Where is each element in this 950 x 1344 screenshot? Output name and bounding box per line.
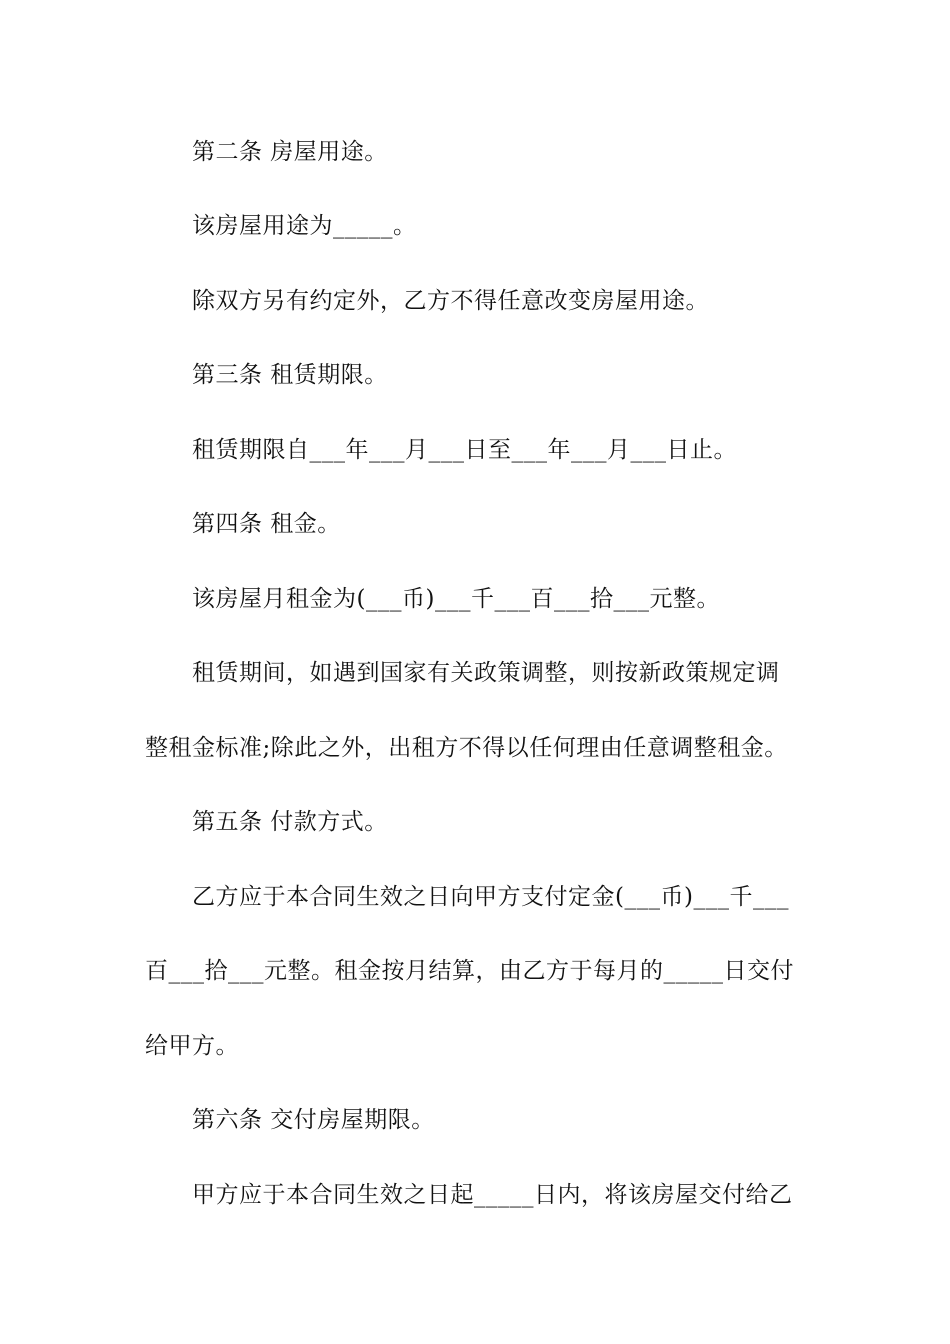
clause-2-heading: 第二条 房屋用途。 bbox=[192, 139, 388, 165]
paragraph-line: 甲方应于本合同生效之日起_____日内，将该房屋交付给乙 bbox=[192, 1182, 793, 1208]
paragraph-line: 租赁期限自___年___月___日至___年___月___日止。 bbox=[192, 437, 737, 463]
paragraph-line: 除双方另有约定外，乙方不得任意改变房屋用途。 bbox=[192, 288, 709, 314]
paragraph-line: 该房屋月租金为(___币)___千___百___拾___元整。 bbox=[192, 586, 720, 612]
paragraph-line: 租赁期间，如遇到国家有关政策调整，则按新政策规定调 bbox=[192, 660, 780, 686]
paragraph-line: 该房屋用途为_____。 bbox=[192, 213, 417, 239]
paragraph-line: 乙方应于本合同生效之日向甲方支付定金(___币)___千___ bbox=[192, 884, 789, 910]
clause-6-heading: 第六条 交付房屋期限。 bbox=[192, 1107, 435, 1133]
paragraph-line: 给甲方。 bbox=[145, 1033, 239, 1059]
clause-4-heading: 第四条 租金。 bbox=[192, 511, 341, 537]
clause-5-heading: 第五条 付款方式。 bbox=[192, 809, 388, 835]
paragraph-line: 百___拾___元整。租金按月结算，由乙方于每月的_____日交付 bbox=[145, 958, 794, 984]
clause-3-heading: 第三条 租赁期限。 bbox=[192, 362, 388, 388]
paragraph-line: 整租金标准;除此之外，出租方不得以任何理由任意调整租金。 bbox=[145, 735, 788, 761]
